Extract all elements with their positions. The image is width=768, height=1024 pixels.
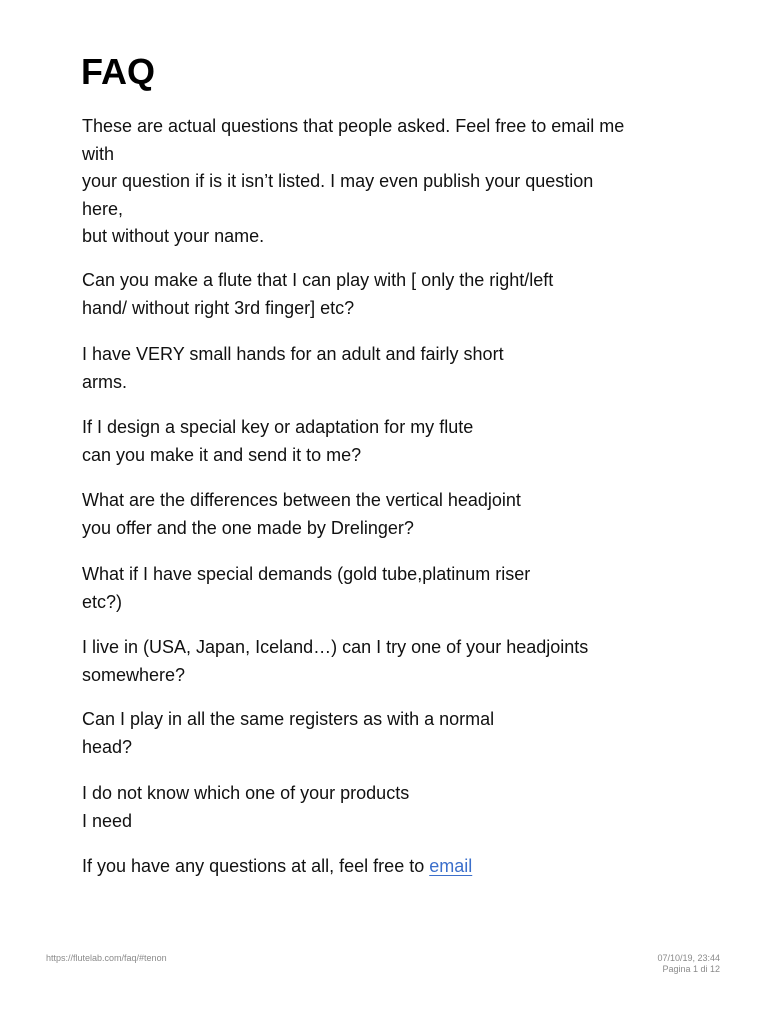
footer-meta bbox=[657, 953, 720, 975]
footer-datetime: 07/10/19, 23:44 bbox=[657, 953, 720, 963]
page-title: FAQ bbox=[81, 51, 156, 92]
faq-question-4 bbox=[82, 487, 521, 542]
intro-line: These are actual questions that people asked. Feel free to email me bbox=[82, 116, 625, 136]
question-line: you offer and the one made by Drelinger? bbox=[82, 517, 414, 538]
closing-line bbox=[82, 853, 472, 881]
faq-question-1 bbox=[82, 267, 553, 322]
question-line: hand/ without right 3rd finger] etc? bbox=[82, 297, 355, 318]
question-line: If I design a special key or adaptation for my flute bbox=[82, 417, 474, 437]
closing-text: If you have any questions at all, feel free to bbox=[82, 856, 430, 876]
question-line: What are the differences between the vertical headjoint bbox=[82, 490, 521, 510]
footer-page-number: Pagina 1 di 12 bbox=[662, 964, 720, 974]
closing-paragraph bbox=[82, 853, 472, 881]
email-link[interactable]: email bbox=[429, 856, 473, 876]
intro-paragraph bbox=[82, 113, 624, 251]
question-line: I have VERY small hands for an adult and fairly short bbox=[82, 344, 504, 364]
intro-line: but without your name. bbox=[82, 226, 265, 246]
question-line: arms. bbox=[82, 371, 127, 392]
question-line: etc?) bbox=[82, 591, 123, 612]
question-line: can you make it and send it to me? bbox=[82, 444, 362, 465]
faq-question-6 bbox=[82, 634, 588, 689]
question-line: What if I have special demands (gold tube,platinum riser bbox=[82, 564, 531, 584]
faq-question-5 bbox=[82, 561, 530, 616]
question-line: somewhere? bbox=[82, 664, 186, 685]
intro-line: with bbox=[82, 143, 115, 164]
faq-question-2 bbox=[82, 341, 504, 396]
question-line: Can I play in all the same registers as with a normal bbox=[82, 709, 495, 729]
faq-question-7 bbox=[82, 706, 494, 761]
question-line: I live in (USA, Japan, Iceland…) can I try one of your headjoints bbox=[82, 637, 589, 657]
question-line: head? bbox=[82, 736, 133, 757]
footer-url: https://flutelab.com/faq/#tenon bbox=[46, 953, 167, 963]
intro-line: here, bbox=[82, 198, 124, 219]
question-line: Can you make a flute that I can play with [ only the right/left bbox=[82, 270, 554, 290]
question-line: I need bbox=[82, 810, 133, 831]
question-line: I do not know which one of your products bbox=[82, 783, 410, 803]
intro-line: your question if is it isn’t listed. I may even publish your question bbox=[82, 171, 594, 191]
faq-question-3 bbox=[82, 414, 473, 469]
faq-question-8 bbox=[82, 780, 409, 835]
